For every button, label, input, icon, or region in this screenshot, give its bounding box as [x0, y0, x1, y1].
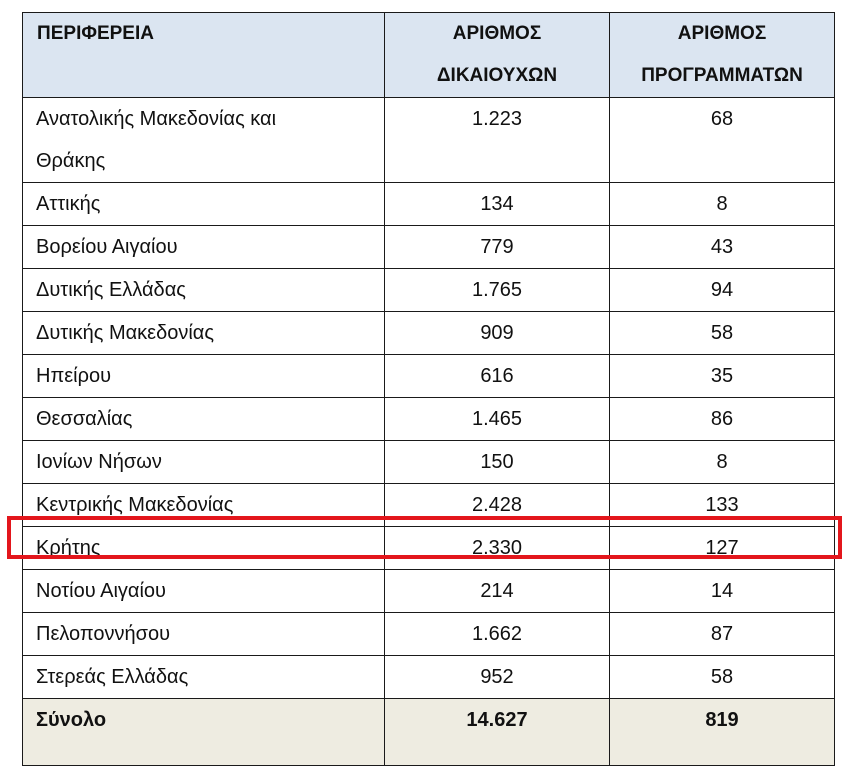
programs-cell: 58	[610, 312, 835, 355]
programs-cell: 14	[610, 570, 835, 613]
beneficiaries-cell: 1.765	[385, 269, 610, 312]
programs-cell: 133	[610, 484, 835, 527]
region-cell: Θεσσαλίας	[23, 398, 385, 441]
region-cell: Αττικής	[23, 183, 385, 226]
programs-cell: 58	[610, 656, 835, 699]
region-cell: Στερεάς Ελλάδας	[23, 656, 385, 699]
beneficiaries-cell: 909	[385, 312, 610, 355]
total-programs: 819	[610, 699, 835, 766]
table-row	[23, 613, 835, 656]
beneficiaries-cell: 952	[385, 656, 610, 699]
region-cell: Κρήτης	[23, 527, 385, 570]
highlight-box	[7, 516, 842, 559]
beneficiaries-by-region-table	[22, 12, 835, 766]
total-label: Σύνολο	[23, 699, 385, 766]
region-cell: Νοτίου Αιγαίου	[23, 570, 385, 613]
region-cell: Ηπείρου	[23, 355, 385, 398]
beneficiaries-cell: 214	[385, 570, 610, 613]
programs-cell: 8	[610, 183, 835, 226]
total-beneficiaries: 14.627	[385, 699, 610, 766]
beneficiaries-cell: 616	[385, 355, 610, 398]
region-cell: Δυτικής Ελλάδας	[23, 269, 385, 312]
region-cell: Ιονίων Νήσων	[23, 441, 385, 484]
table-header-row	[23, 13, 835, 98]
table-row	[23, 226, 835, 269]
table-row	[23, 98, 835, 183]
programs-cell: 94	[610, 269, 835, 312]
total-row	[23, 699, 835, 766]
region-cell: Δυτικής Μακεδονίας	[23, 312, 385, 355]
programs-cell: 86	[610, 398, 835, 441]
programs-cell: 35	[610, 355, 835, 398]
beneficiaries-cell: 150	[385, 441, 610, 484]
beneficiaries-cell: 1.662	[385, 613, 610, 656]
programs-cell: 8	[610, 441, 835, 484]
table-row	[23, 656, 835, 699]
table-row	[23, 570, 835, 613]
table-row	[23, 355, 835, 398]
beneficiaries-cell: 2.428	[385, 484, 610, 527]
header-beneficiaries: ΑΡΙΘΜΟΣ ΔΙΚΑΙΟΥΧΩΝ	[385, 13, 610, 98]
header-programs: ΑΡΙΘΜΟΣ ΠΡΟΓΡΑΜΜΑΤΩΝ	[610, 13, 835, 98]
table-row	[23, 441, 835, 484]
programs-cell: 68	[610, 98, 835, 183]
table-row	[23, 183, 835, 226]
beneficiaries-cell: 779	[385, 226, 610, 269]
region-cell: Ανατολικής Μακεδονίας και Θράκης	[23, 98, 385, 183]
region-cell: Βορείου Αιγαίου	[23, 226, 385, 269]
beneficiaries-cell: 1.465	[385, 398, 610, 441]
header-region: ΠΕΡΙΦΕΡΕΙΑ	[23, 13, 385, 98]
beneficiaries-cell: 2.330	[385, 527, 610, 570]
table-row	[23, 398, 835, 441]
programs-cell: 127	[610, 527, 835, 570]
region-cell: Κεντρικής Μακεδονίας	[23, 484, 385, 527]
beneficiaries-cell: 1.223	[385, 98, 610, 183]
programs-cell: 43	[610, 226, 835, 269]
beneficiaries-cell: 134	[385, 183, 610, 226]
table-row	[23, 312, 835, 355]
programs-cell: 87	[610, 613, 835, 656]
region-cell: Πελοποννήσου	[23, 613, 385, 656]
beneficiaries-table-container	[22, 12, 835, 766]
table-row	[23, 269, 835, 312]
